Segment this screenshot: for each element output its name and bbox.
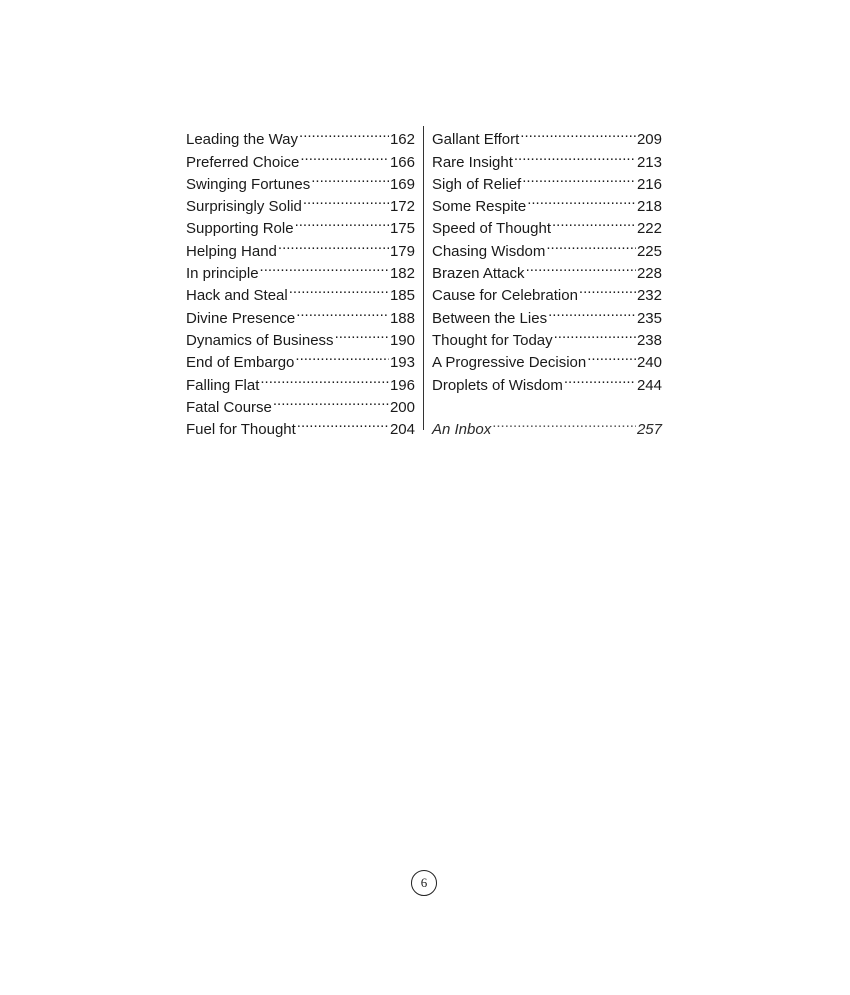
toc-entry (186, 211, 415, 238)
dot-leader (579, 278, 636, 300)
toc-entry (186, 300, 415, 327)
toc-entry (186, 323, 415, 349)
toc-spacer (432, 390, 662, 412)
toc-entry-title: Cause for Celebration (432, 287, 578, 305)
toc-entry-title: Dynamics of Business (186, 331, 334, 349)
toc-entry (432, 278, 662, 305)
toc-entry-page: 213 (636, 153, 662, 171)
dot-leader (295, 345, 389, 367)
toc-entry (432, 345, 662, 372)
toc-entry-title: Preferred Choice (186, 153, 300, 171)
toc-entry-page: 172 (389, 198, 415, 216)
dot-leader (554, 323, 636, 345)
dot-leader (520, 122, 636, 144)
toc-entry (186, 122, 415, 149)
dot-leader (564, 367, 636, 389)
toc-entry-page: 238 (636, 331, 662, 349)
toc-entry-page: 218 (636, 198, 662, 216)
toc-entry-page: 182 (389, 265, 415, 283)
toc-entry-title: Between the Lies (432, 309, 548, 327)
toc-entry (432, 167, 662, 193)
dot-leader (297, 412, 389, 434)
toc-entry (432, 122, 662, 149)
toc-entry-title: Gallant Effort (432, 131, 520, 149)
toc-entry (186, 412, 415, 439)
dot-leader (296, 300, 389, 322)
dot-leader (295, 211, 389, 233)
dot-leader (311, 167, 389, 189)
toc-entry-title: Hack and Steal (186, 287, 288, 305)
dot-leader (546, 233, 636, 255)
toc-entry-title: Droplets of Wisdom (432, 376, 563, 394)
toc-entry-page: 257 (636, 421, 662, 439)
dot-leader (552, 211, 636, 233)
toc-entry-page: 204 (389, 421, 415, 439)
toc-entry (186, 345, 415, 372)
toc-entry-title: A Progressive Decision (432, 354, 587, 372)
toc-entry-page: 216 (636, 175, 662, 193)
toc-entry (432, 323, 662, 349)
toc-entry (186, 189, 415, 216)
toc-entry-page: 175 (389, 220, 415, 238)
toc-entry-title: Thought for Today (432, 331, 553, 349)
toc-entry-title: Helping Hand (186, 242, 277, 260)
toc-entry (432, 367, 662, 394)
page-number-badge: 6 (411, 870, 437, 896)
toc-entry-title: Speed of Thought (432, 220, 551, 238)
toc-entry-title: Swinging Fortunes (186, 175, 311, 193)
toc-entry (432, 233, 662, 260)
dot-leader (273, 390, 389, 412)
toc-entry-page: 222 (636, 220, 662, 238)
toc-right-column (424, 122, 662, 439)
dot-leader (526, 256, 636, 278)
toc-entry-appendix (432, 412, 662, 439)
toc-entry-title: Some Respite (432, 198, 527, 216)
toc-entry-page: 169 (389, 175, 415, 193)
toc-entry-title: Brazen Attack (432, 265, 525, 283)
toc-entry (186, 144, 415, 171)
toc-entry-title: Fuel for Thought (186, 421, 296, 439)
toc-entry-title: Surprisingly Solid (186, 198, 302, 216)
toc-entry-page: 232 (636, 287, 662, 305)
toc-entry-page: 185 (389, 287, 415, 305)
toc-entry (432, 144, 662, 171)
dot-leader (300, 144, 389, 166)
toc-entry-page: 240 (636, 354, 662, 372)
dot-leader (260, 256, 389, 278)
toc-entry-page: 225 (636, 242, 662, 260)
dot-leader (303, 189, 389, 211)
dot-leader (587, 345, 636, 367)
toc-entry (186, 278, 415, 305)
dot-leader (289, 278, 389, 300)
toc-entry-title: Chasing Wisdom (432, 242, 546, 260)
toc-entry-page: 228 (636, 265, 662, 283)
toc-entry (432, 189, 662, 216)
toc-entry-title: Divine Presence (186, 309, 296, 327)
toc-entry-title: An Inbox (432, 421, 492, 439)
dot-leader (527, 189, 636, 211)
toc-entry-page: 188 (389, 309, 415, 327)
dot-leader (335, 323, 389, 345)
toc-entry-page: 244 (636, 376, 662, 394)
toc-entry-title: In principle (186, 265, 259, 283)
toc-entry-title: Sigh of Relief (432, 175, 522, 193)
toc-entry-page: 209 (636, 131, 662, 149)
toc-entry-title: Leading the Way (186, 131, 299, 149)
toc-entry (186, 167, 415, 193)
toc-entry-page: 235 (636, 309, 662, 327)
toc-entry-page: 166 (389, 153, 415, 171)
toc-left-column (186, 122, 423, 439)
dot-leader (278, 233, 389, 255)
dot-leader (492, 412, 636, 434)
toc-entry (432, 300, 662, 327)
toc-entry-title: Falling Flat (186, 376, 260, 394)
dot-leader (548, 300, 636, 322)
toc-entry-title: Supporting Role (186, 220, 294, 238)
toc-entry (186, 256, 415, 283)
toc-entry-page: 179 (389, 242, 415, 260)
toc-entry-title: Fatal Course (186, 398, 272, 416)
toc-entry (186, 390, 415, 416)
toc-entry (432, 256, 662, 283)
toc-entry-page: 190 (389, 331, 415, 349)
dot-leader (514, 144, 636, 166)
toc-entry (186, 233, 415, 260)
toc-entry-page: 162 (389, 131, 415, 149)
dot-leader (260, 367, 389, 389)
toc-entry-page: 200 (389, 398, 415, 416)
toc-entry (432, 211, 662, 238)
dot-leader (522, 167, 636, 189)
toc-entry-title: End of Embargo (186, 354, 295, 372)
toc-entry-page: 193 (389, 354, 415, 372)
toc-entry-page: 196 (389, 376, 415, 394)
table-of-contents (186, 122, 662, 439)
dot-leader (299, 122, 389, 144)
toc-entry (186, 367, 415, 394)
toc-entry-title: Rare Insight (432, 153, 513, 171)
